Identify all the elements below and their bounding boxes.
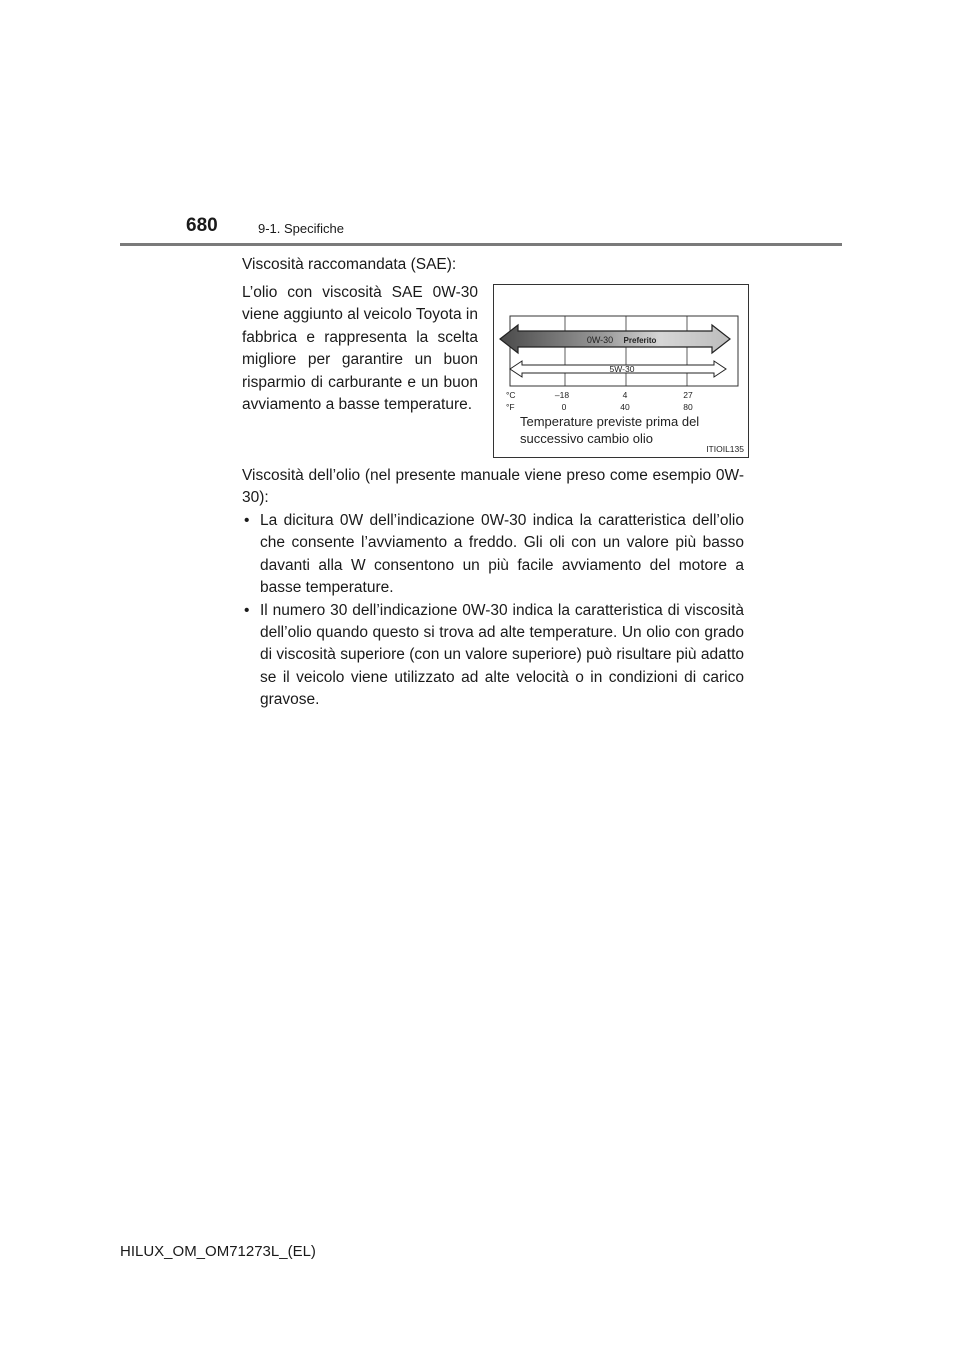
preferred-tag: Preferito xyxy=(623,336,657,345)
fahrenheit-unit: °F xyxy=(506,402,515,412)
list-item: • Il numero 30 dell’indicazione 0W-30 indica la caratteristica di viscosità dell’olio quando questo si trova ad alte temperature. Un olio con grado di viscosità superiore (con un valore superiore) può risultare più adatto se il veicolo viene utilizzato ad alte velocità o in condizioni di carico gravose. xyxy=(242,600,744,712)
tick-label-f: 40 xyxy=(620,402,630,412)
header-divider xyxy=(120,243,842,246)
tick-label-f: 0 xyxy=(561,402,567,412)
tick-label-c: 27 xyxy=(683,390,693,400)
figure-id: ITIOIL135 xyxy=(706,444,744,454)
preferred-oil-label: 0W-30 xyxy=(586,335,614,345)
viscosity-temperature-figure xyxy=(493,284,749,458)
page-number: 680 xyxy=(186,215,218,236)
intro-paragraph: L’olio con viscosità SAE 0W-30 viene aggiunto al veicolo Toyota in fabbrica e rappresenta la scelta migliore per garantire un buon risparmio di carburante e un buon avviamento a basse temperature. xyxy=(242,284,478,414)
viscosity-bullet-list xyxy=(242,510,744,712)
alt-oil-label: 5W-30 xyxy=(609,364,635,374)
tick-label-f: 80 xyxy=(683,402,693,412)
preferred-oil-arrow xyxy=(500,325,730,353)
celsius-unit: °C xyxy=(506,390,516,400)
tick-label-c: 4 xyxy=(622,390,628,400)
viscosity-heading: Viscosità raccomandata (SAE): xyxy=(242,256,457,273)
list-item: • La dicitura 0W dell’indicazione 0W-30 indica la caratteristica dell’olio che consente l’avviamento a freddo. Gli oli con un valore più basso davanti alla W consentono un più facile avviamento del motore a basse temperature. xyxy=(242,510,744,600)
footer-doc-id: HILUX_OM_OM71273L_(EL) xyxy=(120,1243,316,1260)
chart-frame xyxy=(510,316,738,386)
section-title: 9-1. Specifiche xyxy=(258,221,344,236)
figure-caption: Temperature previste prima del successivo cambio olio xyxy=(520,414,700,446)
viscosity-body-paragraph: Viscosità dell’olio (nel presente manuale viene preso come esempio 0W-30): xyxy=(242,467,744,507)
tick-label-c: –18 xyxy=(554,390,570,400)
